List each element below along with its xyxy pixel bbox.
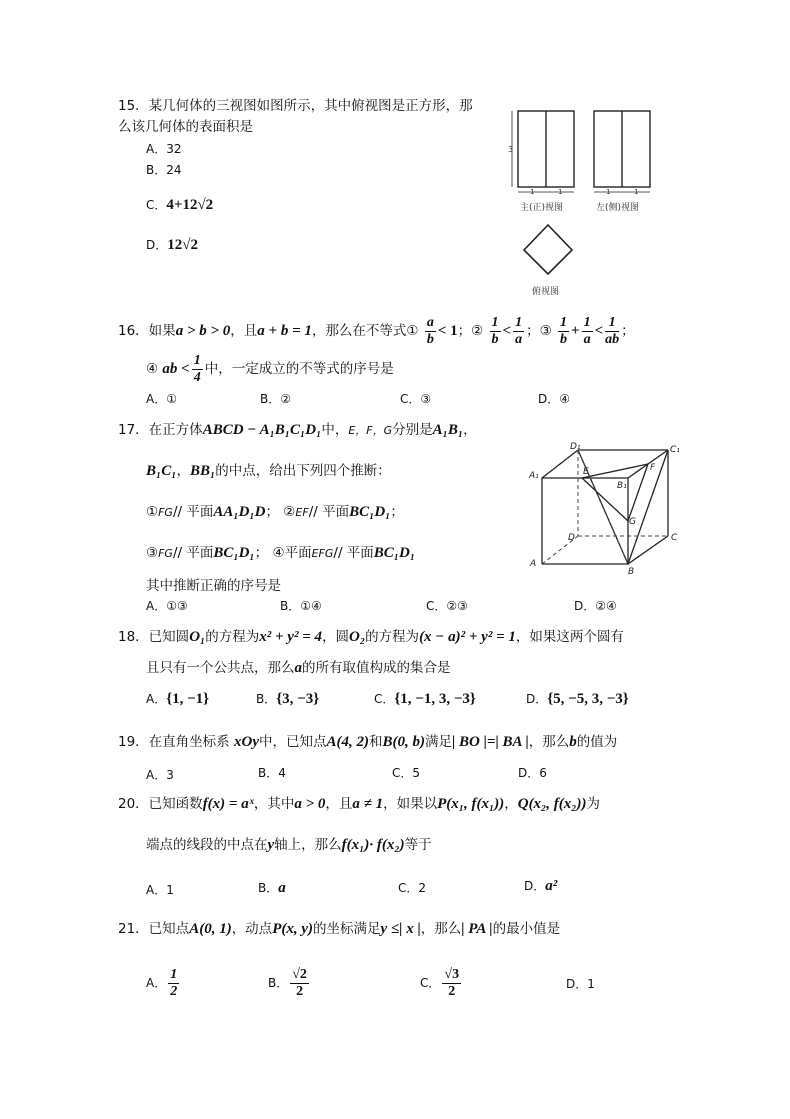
q21-pa: | PA |	[461, 921, 493, 937]
q16-stem-line2	[146, 350, 394, 388]
q21-d: ，那么	[420, 921, 462, 937]
q17-l1-suffix: 分别是	[392, 422, 433, 438]
q17-l3-fg: FG	[158, 506, 173, 519]
q20-l2-c: 等于	[404, 837, 432, 853]
q16-ineq1-fraction	[425, 315, 436, 348]
q21-e: 的最小值是	[492, 921, 561, 937]
label-f: F	[650, 463, 656, 473]
q16-line2-suffix: 中，一定成立的不等式的序号是	[204, 361, 394, 377]
q16-sep-3: ；③	[526, 323, 552, 339]
frac-num: √3	[444, 967, 460, 982]
q15-stem-line2: 么该几何体的表面积是	[118, 119, 253, 135]
q17-l4-b: // 平面	[172, 545, 214, 561]
q15-option-d-value: 12√2	[167, 237, 198, 253]
frac-den: a	[583, 331, 591, 347]
side-view-width-dim-2: 1	[634, 188, 639, 196]
frac-den: 2	[296, 984, 304, 999]
q20-f: 为	[586, 796, 601, 812]
q16-sep-2: ；②	[457, 323, 484, 339]
q21-option-c-fraction	[442, 967, 461, 1000]
q18-option-d-label: D．	[526, 692, 548, 706]
q17-l4-d: // 平面	[333, 545, 374, 561]
q19-option-b: B．4	[258, 766, 286, 780]
q21-option-c-label: C．	[420, 976, 441, 990]
label-d: D	[568, 533, 575, 543]
q17-l2-comma: ，	[176, 463, 190, 479]
q20-l2-y: y	[267, 837, 275, 853]
front-view-width-dim-1: 1	[530, 188, 535, 196]
q16-ineq3-frac1	[558, 315, 569, 348]
front-view-height-dim: 3	[508, 145, 514, 154]
q15-option-b: B．24	[146, 163, 182, 177]
q19-xoy: xOy	[233, 734, 259, 750]
q20-cond1: a > 0	[294, 796, 326, 812]
q21-option-b	[268, 964, 311, 1002]
q20-e: ，	[504, 796, 518, 812]
front-view-caption: 主(正)视图	[520, 203, 564, 213]
q17-stem-line5: 其中推断正确的序号是	[146, 578, 281, 594]
q17-option-c: C．②③	[426, 599, 468, 613]
q18-option-c	[374, 691, 476, 707]
q20-option-b-value: a	[278, 880, 286, 896]
frac-num: a	[426, 314, 434, 330]
q18-option-c-label: C．	[374, 692, 395, 706]
q19-point-a: A(4, 2)	[326, 734, 369, 750]
frac-den: b	[491, 331, 499, 347]
q20-fx: f(x) = aˣ	[202, 796, 254, 812]
q20-option-b-label: B．	[258, 881, 279, 895]
q16-ineq4-fraction	[192, 353, 203, 386]
q17-seg-a1b1: A₁B₁	[432, 422, 464, 438]
q16-ineq2-frac1	[490, 315, 501, 348]
frac-num: 1	[560, 314, 567, 330]
q18-l2-b: 的所有取值构成的集合是	[302, 660, 451, 676]
q19-var: b	[569, 734, 577, 750]
q19-c: 和	[368, 734, 383, 750]
top-view-square	[524, 225, 572, 274]
q21-stem	[118, 920, 560, 938]
q17-efg: E，F，G	[348, 424, 393, 437]
q19-d: 满足	[424, 734, 452, 750]
frac-den: 2	[448, 984, 456, 999]
front-view	[512, 111, 574, 192]
label-b1: B₁	[617, 481, 627, 491]
q17-l1-end: ，	[463, 422, 477, 438]
q18-d: 的方程为	[365, 629, 420, 645]
q16-mid-2: ，那么在不等式①	[311, 323, 419, 339]
q16-ineq3-frac2	[582, 315, 593, 348]
q17-l4-a: ③	[146, 545, 159, 561]
q17-l1-prefix: 17．在正方体	[118, 422, 203, 438]
q20-option-d-value: a²	[545, 878, 558, 894]
frac-den: ab	[605, 331, 620, 347]
q16-ineq2-frac2	[513, 315, 524, 348]
q17-l4-efg: EFG	[311, 547, 334, 560]
q16-prefix: 16．如果	[118, 323, 176, 339]
frac-den: 4	[193, 369, 201, 385]
q19-option-a: A．3	[146, 768, 174, 782]
q17-seg-bb1: BB₁	[189, 463, 216, 479]
q18-option-a-label: A．	[146, 692, 167, 706]
q15-option-a: A．32	[146, 142, 182, 156]
q17-option-a: A．①③	[146, 599, 188, 613]
q17-l3-b: // 平面	[172, 504, 214, 520]
q19-option-c: C．5	[392, 766, 421, 780]
frac-num: √2	[292, 967, 307, 982]
frac-num: 1	[491, 314, 499, 330]
frac-den: a	[515, 331, 523, 347]
q17-l4-c: ； ④平面	[254, 545, 312, 561]
q19-stem	[118, 733, 617, 751]
q17-cube-figure	[528, 440, 686, 580]
q19-point-b: B(0, b)	[382, 734, 425, 750]
q21-point-p: P(x, y)	[272, 921, 313, 937]
q17-l2-rest: 的中点，给出下列四个推断：	[215, 463, 391, 479]
label-a: A	[530, 559, 537, 569]
q19-a: 19．在直角坐标系	[118, 734, 234, 750]
q17-l3-e: ；	[390, 504, 404, 520]
q20-option-d	[524, 878, 557, 894]
side-view-width-dim-1: 1	[606, 188, 611, 196]
q20-option-b	[258, 880, 286, 896]
frac-num: 1	[170, 967, 178, 982]
q20-l2-a: 端点的线段的中点在	[146, 837, 268, 853]
q17-stem-line4	[146, 544, 415, 563]
q20-point-p: P(x₁, f(x₁))	[437, 796, 505, 812]
q18-c: ，圆	[322, 629, 349, 645]
q15-option-c-label: C．	[146, 198, 167, 212]
label-a1: A₁	[529, 471, 539, 481]
q19-e: ，那么	[528, 734, 570, 750]
q16-ineq4-lhs: ab <	[162, 361, 190, 377]
side-view	[594, 111, 650, 192]
label-d1: D₁	[570, 442, 581, 452]
q17-option-d: D．②④	[574, 599, 617, 613]
q16-option-c: C．③	[400, 392, 432, 406]
q16-line2-prefix: ④	[146, 361, 159, 377]
q21-option-a	[146, 964, 181, 1002]
q16-ineq3-op1: +	[571, 323, 580, 339]
q18-option-d	[526, 691, 629, 707]
edge-b-c	[628, 536, 668, 564]
q18-e: ，如果这两个圆有	[515, 629, 624, 645]
q18-eq2: (x − a)² + y² = 1	[419, 629, 516, 645]
q21-c: 的坐标满足	[313, 921, 381, 937]
q16-condition-1: a > b > 0	[175, 323, 231, 339]
q21-option-a-label: A．	[146, 976, 167, 990]
q18-option-a	[146, 691, 209, 707]
q19-b: 中，已知点	[258, 734, 327, 750]
triangle-efg	[582, 464, 648, 521]
q16-mid-1: ，且	[230, 323, 258, 339]
q15-option-d-label: D．	[146, 238, 168, 252]
label-c1: C₁	[670, 445, 680, 455]
q17-l3-plane2: BC₁D₁	[349, 504, 391, 520]
frac-den: 2	[170, 984, 178, 999]
q15-three-view-figure	[508, 104, 668, 304]
frac-num: 1	[193, 352, 201, 368]
q18-o2: O₂	[349, 629, 366, 645]
q17-l4-fg: FG	[158, 547, 173, 560]
q18-stem-line1	[118, 628, 624, 646]
q21-option-a-fraction	[168, 967, 179, 1000]
q16-ineq3-op2: <	[594, 323, 604, 339]
q18-option-b-value: {3, −3}	[276, 691, 320, 707]
edge-a1-d1	[542, 450, 578, 478]
q21-option-d: D．1	[566, 977, 595, 991]
q20-option-c: C．2	[398, 881, 427, 895]
q17-l1-mid: 中，	[321, 422, 349, 438]
q20-d: ，如果以	[383, 796, 438, 812]
q21-option-b-fraction	[290, 967, 309, 1000]
frac-den: b	[560, 331, 567, 347]
q21-condition: y ≤| x |	[380, 921, 421, 937]
frac-num: 1	[515, 314, 523, 330]
q18-b: 的方程为	[205, 629, 260, 645]
q18-a: 18．已知圆	[118, 629, 190, 645]
label-g: G	[629, 517, 636, 527]
q20-l2-b: 轴上，那么	[274, 837, 342, 853]
q19-option-d: D．6	[518, 766, 547, 780]
q21-option-c	[420, 964, 463, 1002]
q16-ineq1-rest: < 1	[437, 323, 458, 339]
q20-b: ，其中	[253, 796, 295, 812]
q15-option-c	[146, 197, 213, 213]
q16-stem-line1	[118, 312, 635, 350]
q18-option-a-value: {1, −1}	[166, 691, 210, 707]
q19-condition: | BO |=| BA |	[451, 734, 529, 750]
q20-l2-expr: f(x₁)· f(x₂)	[341, 837, 405, 853]
q17-stem-line2	[146, 462, 391, 480]
q16-ineq2-op: <	[502, 323, 512, 339]
q20-c: ，且	[325, 796, 353, 812]
q17-stem-line1	[118, 421, 477, 440]
cube-front-face	[542, 478, 628, 564]
q18-option-b-label: B．	[256, 692, 277, 706]
frac-num: 1	[583, 314, 591, 330]
q20-stem-line1	[118, 795, 600, 813]
q19-f: 的值为	[576, 734, 618, 750]
q17-stem-line3	[146, 503, 404, 522]
q17-l3-a: ①	[146, 504, 159, 520]
q15-option-c-value: 4+12√2	[166, 197, 214, 213]
q16-option-a: A．①	[146, 392, 177, 406]
top-view-caption: 俯视图	[532, 287, 560, 297]
frac-den: b	[426, 331, 434, 347]
q18-o1: O₁	[189, 629, 206, 645]
q15-option-d	[146, 237, 198, 253]
front-view-width-dim-2: 1	[558, 188, 563, 196]
q16-option-d: D．④	[538, 392, 570, 406]
q18-eq1: x² + y² = 4	[259, 629, 322, 645]
q16-sep-4: ；	[621, 323, 635, 339]
q15-stem-line1: 15．某几何体的三视图如图所示，其中俯视图是正方形，那	[118, 98, 473, 114]
q17-option-b: B．①④	[280, 599, 322, 613]
q18-option-b	[256, 691, 319, 707]
q17-l3-d: // 平面	[308, 504, 350, 520]
q16-condition-2: a + b = 1	[257, 323, 312, 339]
q17-l3-c: ； ②	[265, 504, 296, 520]
q17-l3-ef: EF	[295, 506, 309, 519]
label-b: B	[628, 567, 635, 577]
q21-a: 21．已知点	[118, 921, 190, 937]
label-e: E	[583, 467, 589, 477]
side-view-caption: 左(侧)视图	[596, 203, 640, 213]
q16-option-b: B．②	[260, 392, 291, 406]
q18-option-d-value: {5, −5, 3, −3}	[547, 691, 629, 707]
q17-l4-plane1: BC₁D₁	[213, 545, 255, 561]
q20-point-q: Q(x₂, f(x₂))	[517, 796, 587, 812]
q21-point-a: A(0, 1)	[189, 921, 232, 937]
q20-option-d-label: D．	[524, 879, 546, 893]
q21-option-b-label: B．	[268, 976, 289, 990]
label-c: C	[671, 533, 678, 543]
q20-cond2: a ≠ 1	[352, 796, 384, 812]
q18-l2-a: 且只有一个公共点，那么	[146, 660, 295, 676]
q20-stem-line2	[146, 836, 432, 854]
q17-cube-name: ABCD − A₁B₁C₁D₁	[202, 422, 322, 438]
q16-ineq3-frac3	[605, 315, 619, 348]
q20-a: 20．已知函数	[118, 796, 203, 812]
q18-option-c-value: {1, −1, 3, −3}	[394, 691, 476, 707]
q17-l4-plane2: BC₁D₁	[373, 545, 416, 561]
q17-l3-plane1: AA₁D₁D	[213, 504, 266, 520]
q17-seg-b1c1: B₁C₁	[146, 463, 177, 479]
q18-stem-line2	[146, 659, 451, 677]
q18-l2-var: a	[294, 660, 302, 676]
frac-num: 1	[605, 315, 619, 332]
q21-b: ，动点	[231, 921, 273, 937]
q20-option-a: A．1	[146, 883, 174, 897]
